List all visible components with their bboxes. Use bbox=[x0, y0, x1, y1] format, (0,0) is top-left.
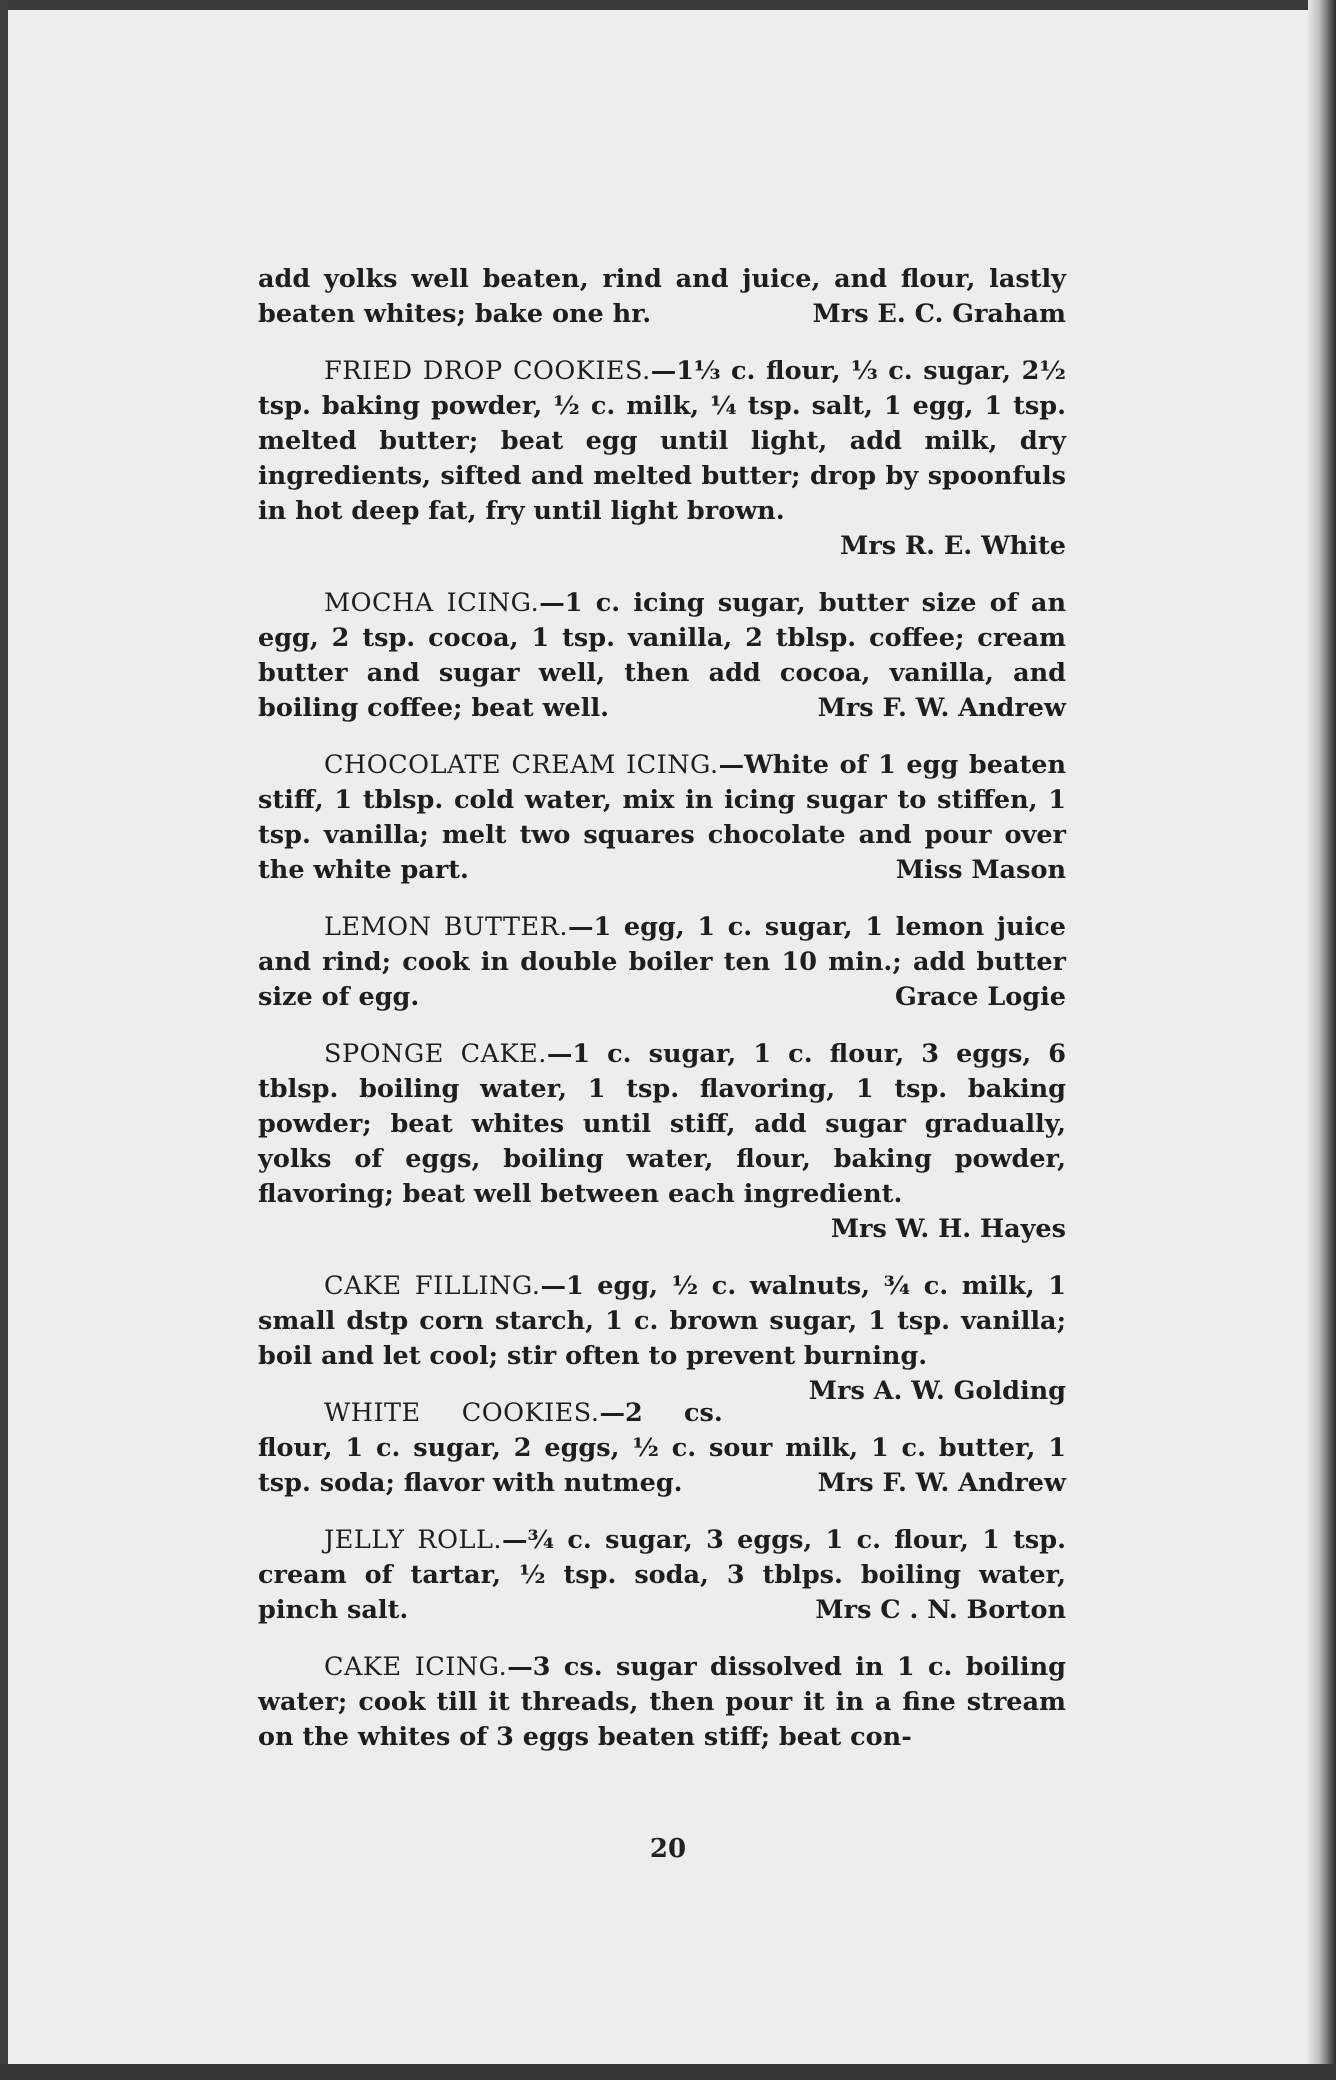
recipe-body: —1 c. icing sugar, butter size of an egg, 2 tsp. cocoa, 1 tsp. vanilla, 2 tblsp. coffee; cream butter and sugar well, then add cocoa, vanilla, and boiling coffee; beat well. bbox=[258, 588, 1066, 723]
recipe-body: —3 cs. sugar dissolved in 1 c. boiling water; cook till it threads, then pour it in a fine stream on the whites of 3 eggs beaten stiff; beat con- bbox=[258, 1652, 1066, 1752]
recipe bbox=[258, 1650, 1066, 1755]
scan-border bbox=[0, 2064, 1336, 2080]
continued-recipe bbox=[258, 262, 1066, 332]
recipe bbox=[258, 748, 1066, 888]
recipe bbox=[258, 1523, 1066, 1628]
recipe-author: Miss Mason bbox=[895, 855, 1066, 885]
recipe-author: Mrs R. E. White bbox=[840, 531, 1066, 561]
recipe-body: add yolks well beaten, rind and juice, and flour, lastly beaten whites; bake one hr. bbox=[258, 264, 1066, 329]
recipe-title: FRIED DROP COOKIES. bbox=[324, 356, 651, 386]
recipe-body: —White of 1 egg beaten stiff, 1 tblsp. cold water, mix in icing sugar to stiffen, 1 tsp. vanilla; melt two squares chocolate and pour over the white part. bbox=[258, 750, 1067, 885]
scan-border bbox=[0, 0, 8, 2080]
recipe bbox=[258, 586, 1066, 726]
recipe-title: LEMON BUTTER. bbox=[324, 912, 568, 942]
page-number: 20 bbox=[649, 1834, 687, 1864]
recipe-title: JELLY ROLL. bbox=[324, 1525, 503, 1555]
recipe-body: —1 c. sugar, 1 c. flour, 3 eggs, 6 tblsp. boiling water, 1 tsp. flavoring, 1 tsp. baking powder; beat whites until stiff, add sugar gradually, yolks of eggs, boiling water, flour, baking powder, flavoring; beat well between each ingredient. bbox=[258, 1039, 1066, 1209]
recipe-body: —1⅓ c. flour, ⅓ c. sugar, 2½ tsp. baking powder, ½ c. milk, ¼ tsp. salt, 1 egg, 1 tsp. melted butter; beat egg until light, add milk, dry ingredients, sifted and melted butter; drop by spoonfuls in hot deep fat, fry until light brown. bbox=[258, 356, 1066, 526]
recipe bbox=[258, 354, 1066, 564]
recipe-title: CHOCOLATE CREAM ICING. bbox=[324, 750, 719, 780]
recipe-author: Mrs A. W. Golding bbox=[808, 1376, 1066, 1406]
recipe-author: Mrs E. C. Graham bbox=[812, 299, 1066, 329]
recipe bbox=[258, 910, 1066, 1015]
recipe-author: Grace Logie bbox=[894, 982, 1066, 1012]
recipe-author: Mrs W. H. Hayes bbox=[830, 1214, 1066, 1244]
recipe-body: —¾ c. sugar, 3 eggs, 1 c. flour, 1 tsp. cream of tartar, ½ tsp. soda, 3 tblps. boiling water, pinch salt. bbox=[258, 1525, 1067, 1625]
recipe-body: —1 egg, 1 c. sugar, 1 lemon juice and rind; cook in double boiler ten 10 min.; add butter size of egg. bbox=[258, 912, 1067, 1012]
recipe-author: Mrs F. W. Andrew bbox=[817, 693, 1066, 723]
recipe bbox=[258, 1269, 1066, 1406]
recipe-body: —1 egg, ½ c. walnuts, ¾ c. milk, 1 small dstp corn starch, 1 c. brown sugar, 1 tsp. vanilla; boil and let cool; stir often to prevent burning. bbox=[258, 1271, 1066, 1371]
recipe-title: MOCHA ICING. bbox=[324, 588, 540, 618]
recipe-title: SPONGE CAKE. bbox=[324, 1039, 547, 1069]
page-edge-shadow bbox=[1308, 0, 1336, 2080]
scan-border bbox=[0, 0, 1336, 10]
recipe-author: Mrs F. W. Andrew bbox=[817, 1468, 1066, 1498]
recipe-title: CAKE ICING. bbox=[324, 1652, 508, 1682]
recipe-body: —2 cs. flour, 1 c. sugar, 2 eggs, ½ c. sour milk, 1 c. butter, 1 tsp. soda; flavor with nutmeg. bbox=[258, 1398, 1066, 1498]
recipe-author: Mrs C . N. Borton bbox=[815, 1595, 1066, 1625]
recipe-title: WHITE COOKIES. bbox=[324, 1398, 600, 1428]
recipe-title: CAKE FILLING. bbox=[324, 1271, 541, 1301]
recipe bbox=[258, 1396, 1066, 1501]
recipe-text-block bbox=[258, 262, 1066, 1777]
recipe bbox=[258, 1037, 1066, 1247]
